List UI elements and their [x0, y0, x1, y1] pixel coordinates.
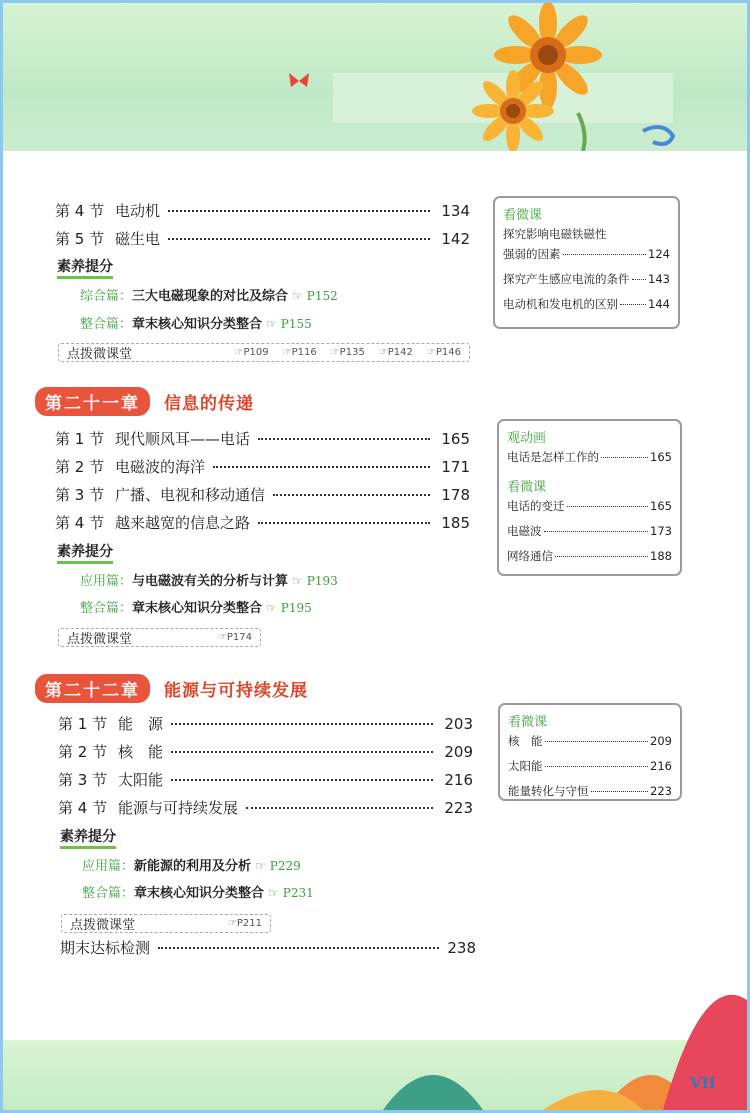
suyang-entry[interactable]: 整合篇：章末核心知识分类整合 ☞ P231 — [82, 886, 314, 901]
sidebar-item[interactable]: 探究影响电磁铁磁性 — [503, 227, 607, 241]
suyang-entry[interactable]: 应用篇：与电磁波有关的分析与计算 ☞ P193 — [80, 574, 338, 589]
toc-row[interactable]: 第 3 节 广播、电视和移动通信 178 — [55, 486, 470, 504]
dianbo-label: 点拨微课堂 — [67, 632, 133, 647]
ref-link[interactable]: ☞P116 — [282, 347, 317, 358]
ref-link[interactable]: ☞P135 — [330, 347, 365, 358]
page-number: VII — [690, 1074, 716, 1092]
ref-link[interactable]: ☞P146 — [426, 347, 461, 358]
chapter-title: 能源与可持续发展 — [164, 681, 308, 701]
section-page: 134 — [441, 202, 470, 220]
sidebar-item[interactable]: 探究产生感应电流的条件 143 — [503, 272, 670, 286]
section-number: 第 5 节 — [55, 230, 105, 248]
sidebar-heading: 观动画 — [507, 431, 547, 446]
suyang-heading: 素养提分 — [57, 258, 113, 279]
ref-link[interactable]: ☞P109 — [234, 347, 269, 358]
dianbo-bar — [61, 914, 271, 933]
toc-row[interactable]: 第 4 节 越来越宽的信息之路 185 — [55, 514, 470, 532]
suyang-entry[interactable]: 应用篇：新能源的利用及分析 ☞ P229 — [82, 859, 301, 874]
chapter-title: 信息的传递 — [164, 394, 254, 414]
section-title: 磁生电 — [115, 230, 161, 248]
section-title: 电动机 — [115, 202, 161, 220]
dianbo-bar — [58, 343, 470, 362]
dianbo-bar — [58, 628, 261, 647]
final-test-row[interactable] — [60, 937, 476, 958]
sidebar-item[interactable]: 太阳能 216 — [508, 759, 672, 773]
toc-row[interactable]: 第 2 节 核 能 209 — [58, 743, 473, 761]
chapter-badge: 第二十一章 — [35, 387, 150, 416]
sidebar-heading: 看微课 — [508, 715, 548, 730]
ref-link[interactable]: ☞P174 — [217, 632, 252, 643]
toc-row[interactable]: 第 3 节 太阳能 216 — [58, 771, 473, 789]
leader-dots — [168, 238, 430, 240]
final-title: 期末达标检测 — [60, 939, 151, 957]
header-decoration — [3, 3, 747, 151]
sidebar-heading: 看微课 — [507, 480, 547, 495]
sidebar-item[interactable]: 电磁波 173 — [507, 524, 672, 538]
sidebar-box — [493, 196, 680, 329]
dianbo-refs — [235, 347, 469, 358]
suyang-heading: 素养提分 — [57, 543, 113, 564]
dianbo-label: 点拨微课堂 — [67, 347, 133, 362]
chapter-heading[interactable] — [35, 674, 308, 703]
sidebar-box — [497, 419, 682, 576]
suyang-heading: 素养提分 — [60, 828, 116, 849]
sidebar-item[interactable]: 电动机和发电机的区别 144 — [503, 297, 670, 311]
dianbo-label: 点拨微课堂 — [70, 918, 136, 933]
final-page: 238 — [447, 939, 476, 957]
sidebar-item[interactable]: 网络通信 188 — [507, 549, 672, 563]
leader-dots — [168, 210, 430, 212]
sidebar-item[interactable]: 核 能 209 — [508, 734, 672, 748]
toc-row[interactable]: 第 1 节 能 源 203 — [58, 715, 473, 733]
sidebar-heading: 看微课 — [503, 208, 543, 223]
toc-row[interactable]: 第 2 节 电磁波的海洋 171 — [55, 458, 470, 476]
sidebar-item[interactable]: 电话是怎样工作的 165 — [507, 450, 672, 464]
chapter-heading[interactable] — [35, 387, 254, 416]
suyang-entry[interactable]: 整合篇：章末核心知识分类整合 ☞ P155 — [80, 317, 312, 332]
flower-illustration — [3, 3, 747, 151]
ref-link[interactable]: ☞P142 — [378, 347, 413, 358]
suyang-entry[interactable]: 综合篇：三大电磁现象的对比及综合 ☞ P152 — [80, 289, 338, 304]
hills-illustration — [3, 980, 747, 1110]
sidebar-box — [498, 703, 682, 801]
toc-row[interactable]: 第 4 节 能源与可持续发展 223 — [58, 799, 473, 817]
suyang-entry[interactable]: 整合篇：章末核心知识分类整合 ☞ P195 — [80, 601, 312, 616]
sidebar-item[interactable]: 能量转化与守恒 223 — [508, 784, 672, 798]
leader-dots — [158, 947, 439, 949]
sidebar-item[interactable]: 电话的变迁 165 — [507, 499, 672, 513]
toc-row[interactable] — [55, 200, 470, 221]
chapter-badge: 第二十二章 — [35, 674, 150, 703]
ref-link[interactable]: ☞P211 — [227, 918, 262, 929]
section-number: 第 4 节 — [55, 202, 105, 220]
section-page: 142 — [441, 230, 470, 248]
sidebar-item[interactable]: 强弱的因素 124 — [503, 247, 670, 261]
toc-row[interactable]: 第 1 节 现代顺风耳——电话 165 — [55, 430, 470, 448]
toc-row[interactable] — [55, 228, 470, 249]
